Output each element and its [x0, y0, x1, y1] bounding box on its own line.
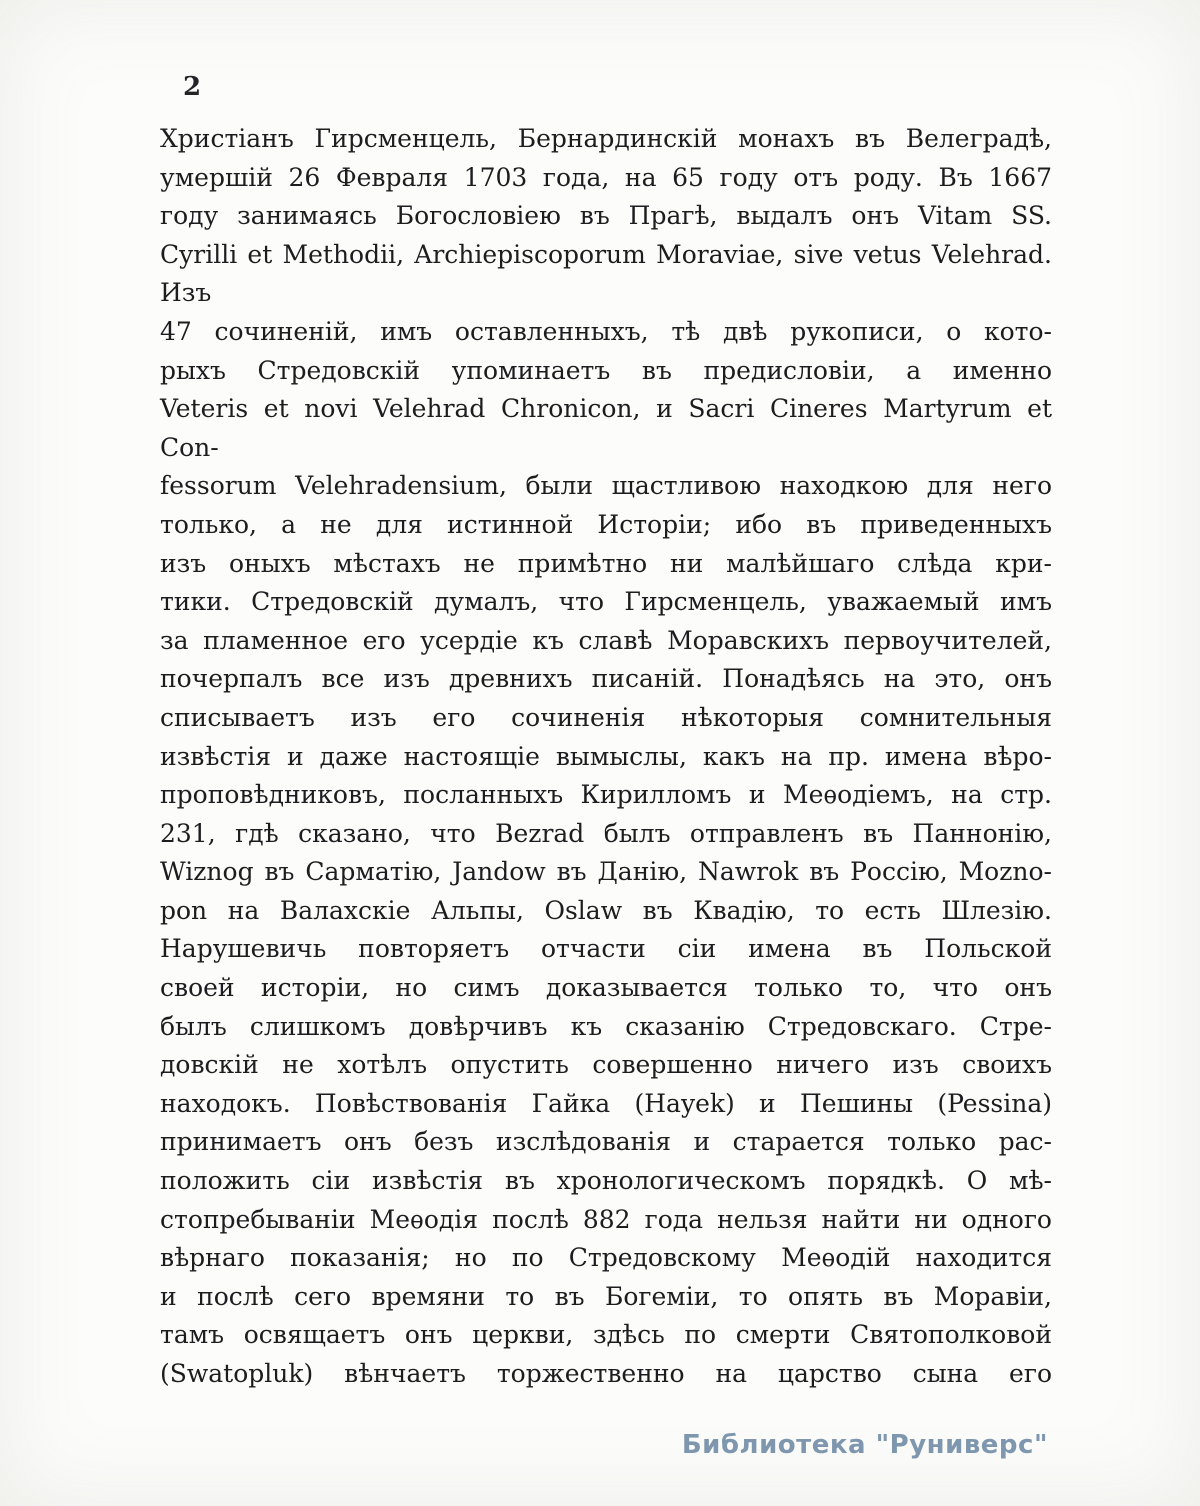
text-line: Христіанъ Гирсменцель, Бернардинскій монахъ въ Велеградѣ, [160, 124, 1052, 153]
text-line: довскій не хотѣлъ опустить совершенно ничего изъ своихъ [160, 1050, 1052, 1080]
text-line: 231, гдѣ сказано, что Bezrad былъ отправленъ въ Паннонію, [160, 818, 1052, 848]
text-line: принимаетъ онъ безъ изслѣдованія и старается только рас- [160, 1127, 1052, 1157]
text-line: рыхъ Стредовскій упоминаетъ въ предисловіи, а именно [160, 355, 1052, 385]
text-line: и послѣ сего времяни то въ Богеміи, то опять въ Моравіи, [160, 1281, 1052, 1311]
text-line: умершій 26 Февраля 1703 года, на 65 году отъ роду. Въ 1667 [160, 162, 1052, 192]
text-line: извѣстія и даже настоящіе вымыслы, какъ на пр. имена вѣро- [160, 741, 1052, 771]
text-line: проповѣдниковъ, посланныхъ Кирилломъ и Меѳодіемъ, на стр. [160, 780, 1052, 810]
text-line: fessorum Velehradensium, были щастливою находкою для него [160, 471, 1052, 501]
text-line: только, а не для истинной Исторіи; ибо въ приведенныхъ [160, 509, 1052, 539]
page-number: 2 [183, 72, 203, 102]
body-text [160, 120, 1052, 1394]
text-line: стопребываніи Меѳодія послѣ 882 года нельзя найти ни одного [160, 1204, 1052, 1234]
text-line: за пламенное его усердіе къ славѣ Моравскихъ первоучителей, [160, 625, 1052, 655]
text-line: Cyrilli et Methodii, Archiepiscoporum Moraviae, sive vetus Velehrad. Изъ [160, 239, 1052, 308]
text-line: Veteris et novi Velehrad Chronicon, и Sacri Cineres Martyrum et Con- [160, 394, 1052, 462]
text-line: почерпалъ все изъ древнихъ писаній. Понадѣясь на это, онъ [160, 664, 1052, 694]
text-line: тамъ освящаетъ онъ церкви, здѣсь по смерти Святополковой [160, 1320, 1052, 1350]
text-line: своей исторіи, но симъ доказывается только то, что онъ [160, 973, 1052, 1003]
text-line: положить сіи извѣстія въ хронологическомъ порядкѣ. О мѣ- [160, 1166, 1052, 1196]
text-line: Wiznog въ Сарматію, Jandow въ Данію, Nawrok въ Россію, Mozno- [160, 857, 1052, 887]
text-line: списываетъ изъ его сочиненія нѣкоторыя сомнительныя [160, 702, 1052, 732]
text-line: году занимаясь Богословіею въ Прагѣ, выдалъ онъ Vitam SS. [160, 201, 1052, 231]
text-line: 47 сочиненій, имъ оставленныхъ, тѣ двѣ рукописи, о кото- [160, 316, 1052, 346]
library-watermark: Библиотека "Руниверс" [681, 1430, 1048, 1460]
text-line: былъ слишкомъ довѣрчивъ къ сказанію Стредовскаго. Стре- [160, 1011, 1052, 1041]
text-line: (Swatopluk) вѣнчаетъ торжественно на царство сына его [160, 1359, 1052, 1388]
text-line: тики. Стредовскій думалъ, что Гирсменцель, уважаемый имъ [160, 587, 1052, 617]
text-line: вѣрнаго показанія; но по Стредовскому Меѳодій находится [160, 1243, 1052, 1273]
text-line: Нарушевичь повторяетъ отчасти сіи имена въ Польской [160, 934, 1052, 964]
text-line: pon на Валахскіе Альпы, Oslaw въ Квадію, то есть Шлезію. [160, 895, 1052, 925]
text-line: изъ оныхъ мѣстахъ не примѣтно ни малѣйшаго слѣда кри- [160, 548, 1052, 578]
text-line: находокъ. Повѣствованія Гайка (Hayek) и Пешины (Pessina) [160, 1088, 1052, 1118]
